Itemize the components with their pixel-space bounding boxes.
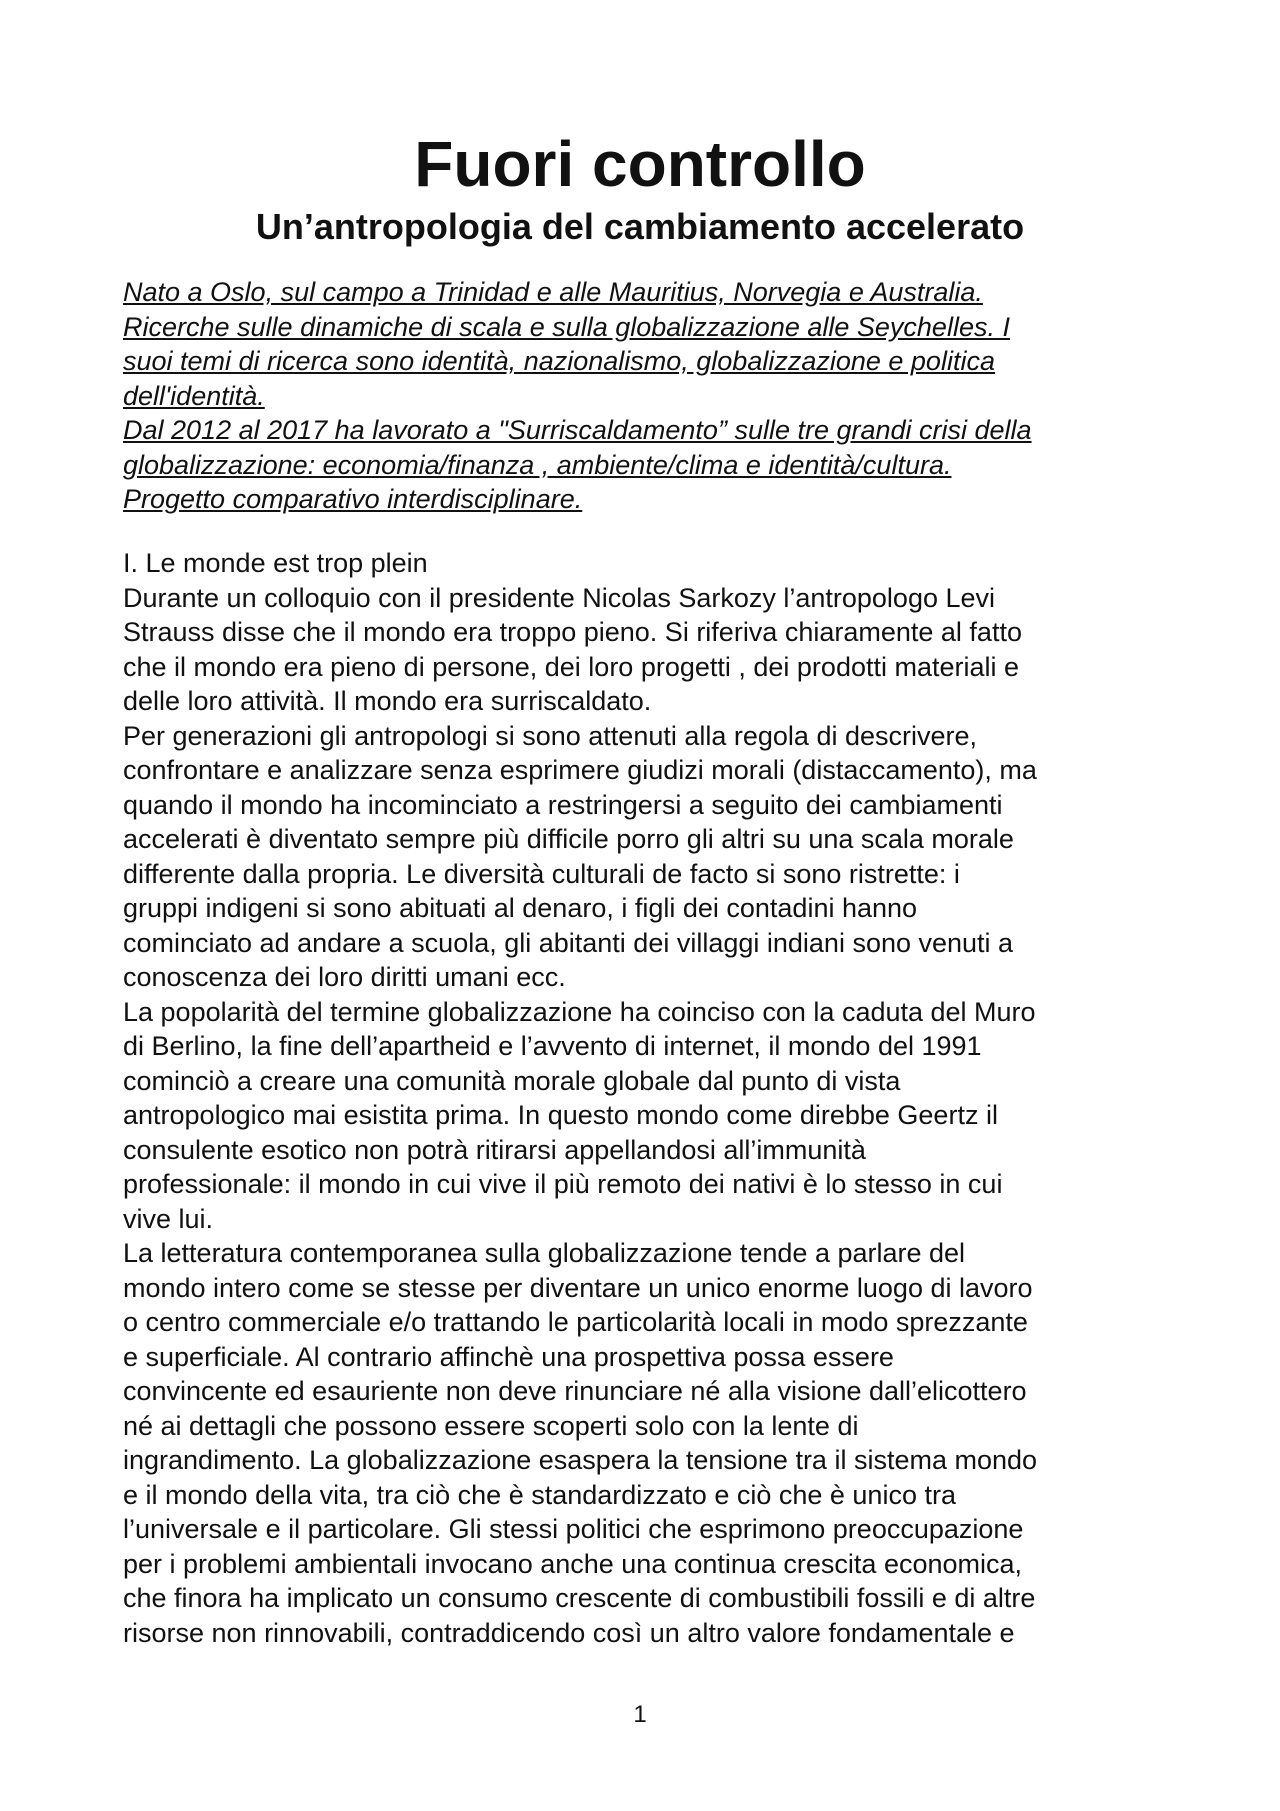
abstract-line: Ricerche sulle dinamiche di scala e sulla globalizzazione alle Seychelles. I: [123, 311, 1010, 342]
body-line: né ai dettagli che possono essere scoperti solo con la lente di: [123, 1410, 859, 1441]
body-line: I. Le monde est trop plein: [123, 548, 428, 578]
body-line: confrontare e analizzare senza esprimere giudizi morali (distaccamento), ma: [123, 755, 1037, 785]
body-line: e superficiale. Al contrario affinchè una prospettiva possa essere: [123, 1341, 894, 1372]
body-line: o centro commerciale e/o trattando le particolarità locali in modo sprezzante: [123, 1307, 1028, 1337]
body-line: professionale: il mondo in cui vive il più remoto dei nativi è lo stesso in cui: [123, 1169, 1003, 1199]
body-line: cominciato ad andare a scuola, gli abitanti dei villaggi indiani sono venuti a: [123, 927, 1014, 958]
body-line: Per generazioni gli antropologi si sono attenuti alla regola di descrivere,: [123, 720, 978, 751]
abstract-line: Nato a Oslo, sul campo a Trinidad e alle Mauritius, Norvegia e Australia.: [123, 277, 983, 307]
body-line: delle loro attività. Il mondo era surriscaldato.: [123, 686, 652, 716]
body-line: risorse non rinnovabili, contraddicendo così un altro valore fondamentale e: [123, 1617, 1015, 1648]
abstract-line: suoi temi di ricerca sono identità, nazionalismo, globalizzazione e politica: [123, 346, 995, 376]
abstract-line: Dal 2012 al 2017 ha lavorato a "Surriscaldamento” sulle tre grandi crisi della: [123, 415, 1032, 445]
body-line: gruppi indigeni si sono abituati al denaro, i figli dei contadini hanno: [123, 893, 918, 923]
body-line: mondo intero come se stesse per diventare un unico enorme luogo di lavoro: [123, 1272, 1033, 1303]
body-line: ingrandimento. La globalizzazione esaspera la tensione tra il sistema mondo: [123, 1445, 1038, 1475]
body-line: convincente ed esauriente non deve rinunciare né alla visione dall’elicottero: [123, 1376, 1027, 1406]
body-line: Durante un colloquio con il presidente Nicolas Sarkozy l’antropologo Levi: [123, 582, 996, 613]
body-line: consulente esotico non potrà ritirarsi appellandosi all’immunità: [123, 1134, 866, 1165]
body-line: che finora ha implicato un consumo crescente di combustibili fossili e di altre: [123, 1583, 1036, 1613]
body-line: l’universale e il particolare. Gli stessi politici che esprimono preoccupazione: [123, 1514, 1024, 1544]
body-line: vive lui.: [123, 1203, 214, 1234]
body-line: che il mondo era pieno di persone, dei loro progetti , dei prodotti materiali e: [123, 651, 1020, 682]
page-number: 1: [633, 1701, 647, 1728]
abstract-line: globalizzazione: economia/finanza , ambiente/clima e identità/cultura.: [123, 449, 952, 480]
body-line: differente dalla propria. Le diversità culturali de facto si sono ristrette: i: [123, 858, 960, 889]
body-line: e il mondo della vita, tra ciò che è standardizzato e ciò che è unico tra: [123, 1479, 956, 1510]
body-text: [123, 546, 1173, 1650]
abstract-line: Progetto comparativo interdisciplinare.: [123, 484, 583, 514]
author-abstract: [123, 275, 1163, 517]
body-line: di Berlino, la fine dell’apartheid e l’avvento di internet, il mondo del 1991: [123, 1031, 982, 1061]
body-line: accelerati è diventato sempre più difficile porro gli altri su una scala morale: [123, 824, 1014, 854]
abstract-line: dell'identità.: [123, 380, 265, 411]
document-title: Fuori controllo: [414, 128, 866, 200]
body-line: antropologico mai esistita prima. In questo mondo come direbbe Geertz il: [123, 1100, 998, 1130]
body-line: per i problemi ambientali invocano anche una continua crescita economica,: [123, 1548, 1023, 1579]
document-subtitle: Un’antropologia del cambiamento accelerato: [255, 206, 1025, 247]
body-line: quando il mondo ha incominciato a restringersi a seguito dei cambiamenti: [123, 789, 1003, 820]
body-line: La letteratura contemporanea sulla globalizzazione tende a parlare del: [123, 1238, 966, 1268]
body-line: Strauss disse che il mondo era troppo pieno. Si riferiva chiaramente al fatto: [123, 617, 1022, 647]
body-line: La popolarità del termine globalizzazione ha coinciso con la caduta del Muro: [123, 996, 1036, 1027]
body-line: conoscenza dei loro diritti umani ecc.: [123, 962, 566, 992]
body-line: cominciò a creare una comunità morale globale dal punto di vista: [123, 1065, 901, 1096]
